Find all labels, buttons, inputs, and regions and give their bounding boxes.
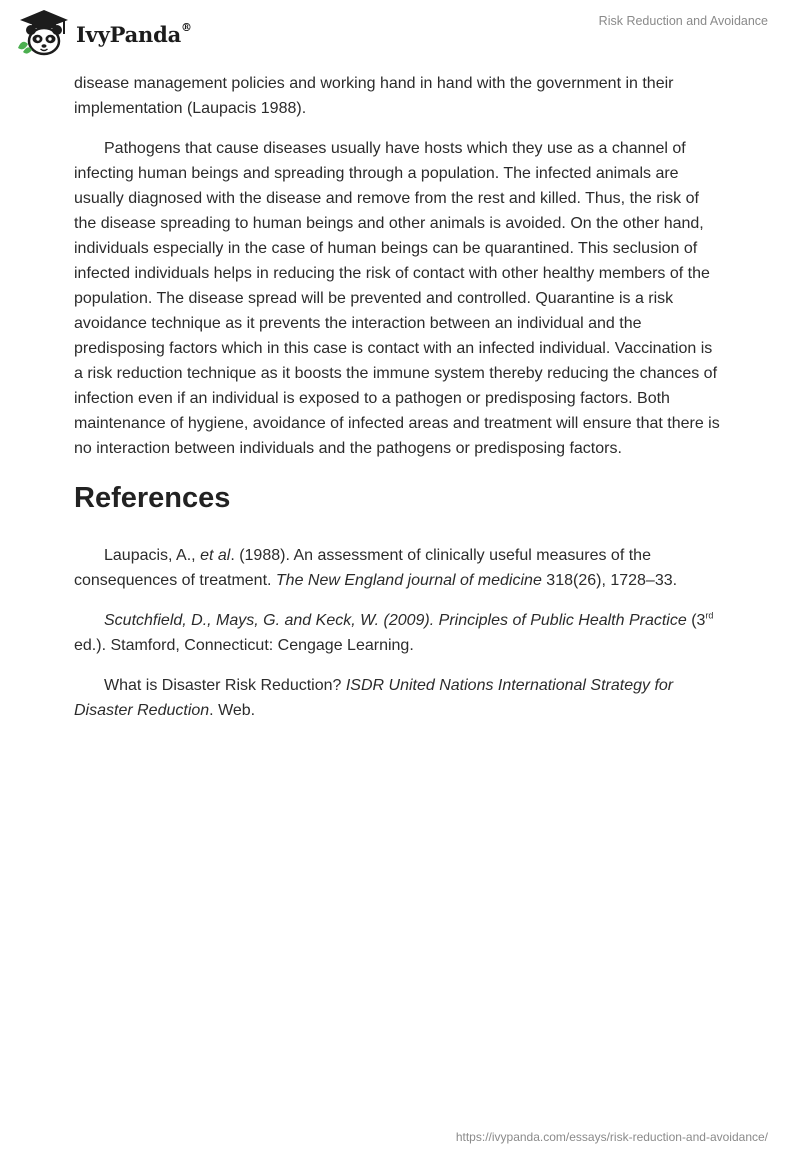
paragraph-pathogens: Pathogens that cause diseases usually have hosts which they use as a channel of infecting human beings and spreading through a population. The infected animals are usually diagnosed with the disease and remove from the rest and killed. Thus, the risk of the disease spreading to human beings and other animals is avoided. On the other hand, individuals especially in the case of human beings can be quarantined. This seclusion of infected individuals helps in reducing the risk of contact with other healthy members of the population. The disease spread will be prevented and controlled. Quarantine is a risk avoidance technique as it prevents the interaction between an individual and the predisposing factors which in this case is contact with an infected individual. Vaccination is a risk reduction technique as it boosts the immune system thereby reducing the chances of infection even if an individual is exposed to a pathogen or predisposing factors. Both maintenance of hygiene, avoidance of infected areas and treatment will ensure that there is no interaction between individuals and the pathogens or predisposing factors. [74,140,720,457]
reference-scutchfield: Scutchfield, D., Mays, G. and Keck, W. (2009). Principles of Public Health Practice (3rd ed.). Stamford, Connecticut: Cengage Learning. [74,610,714,654]
logo-wordmark: IvyPanda® [76,20,192,47]
panda-graduate-icon [14,8,74,58]
ivypanda-logo[interactable] [14,8,192,58]
running-head-title: Risk Reduction and Avoidance [598,14,768,28]
essay-content [74,71,724,738]
paragraph-continued: disease management policies and working hand in hand with the government in their implementation (Laupacis 1988). [74,75,674,117]
source-url[interactable]: https://ivypanda.com/essays/risk-reduction-and-avoidance/ [455,1130,768,1144]
reference-isdr: What is Disaster Risk Reduction? ISDR United Nations International Strategy for Disaster Reduction. Web. [74,677,674,719]
references-heading: References [74,482,231,514]
reference-laupacis: Laupacis, A., et al. (1988). An assessment of clinically useful measures of the consequences of treatment. The New England journal of medicine 318(26), 1728–33. [74,547,678,589]
page-header [0,0,800,64]
